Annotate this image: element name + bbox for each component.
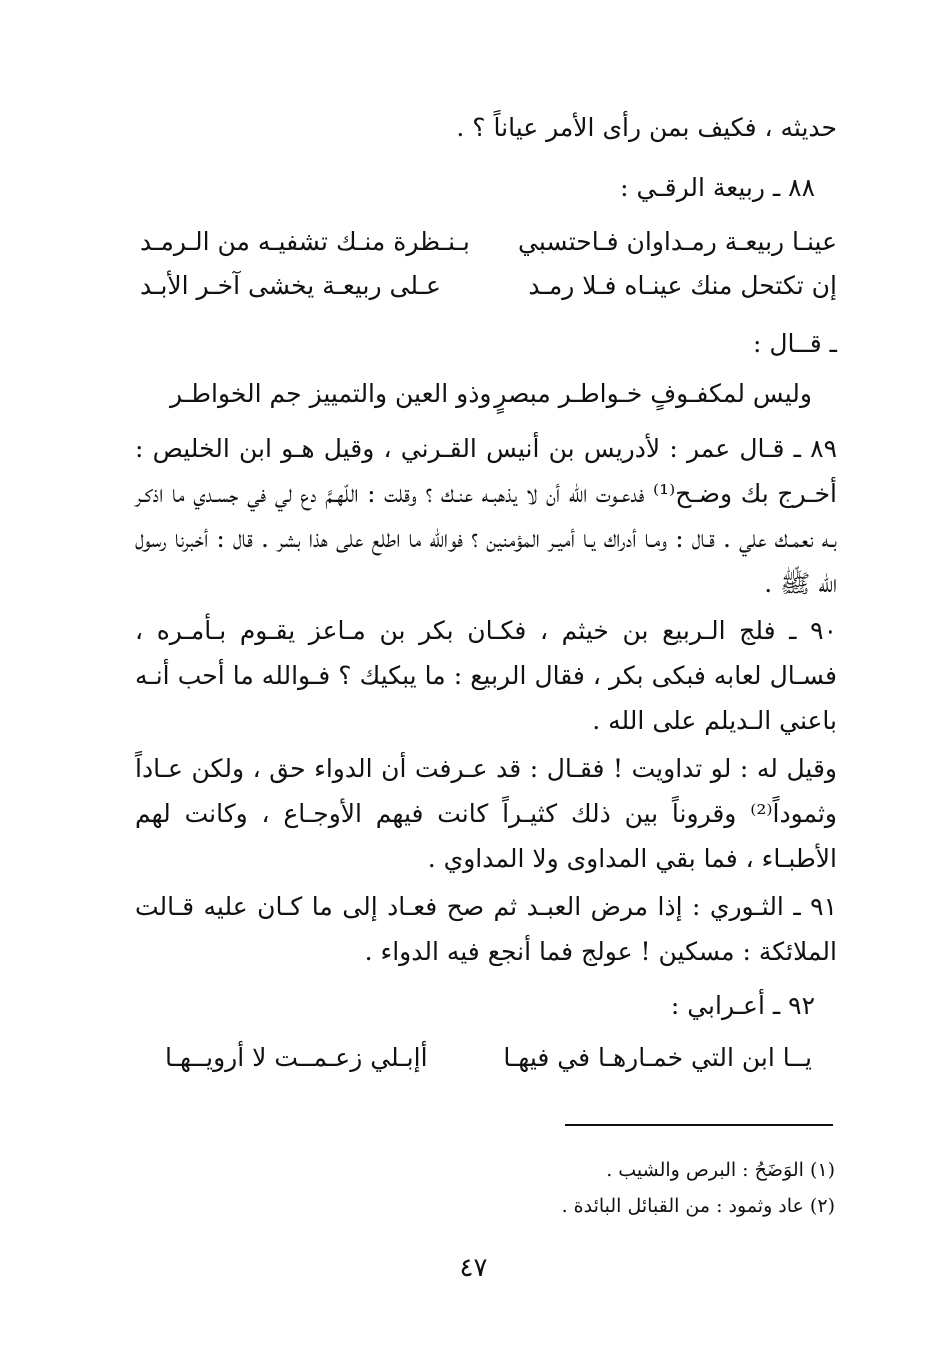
footnote-separator [565, 1124, 833, 1126]
verse-88-2-second-hemistich: عـلى ربيعـة يخشى آخـر الأبـد [140, 271, 441, 300]
entry-88-heading: ٨٨ ـ ربيعة الرقـي : [620, 173, 815, 202]
verse-92-second-hemistich: أإبـلي زعـمــت لا أرويــهـا [165, 1043, 428, 1072]
verse-qala-first-hemistich: وليس لمكفـوفٍ خـواطـر مبصرٍ [494, 379, 812, 408]
intro-line: حديثه ، فكيف بمن رأى الأمر عياناً ؟ . [456, 113, 837, 142]
entry-91: ٩١ ـ الثـوري : إذا مرض العبـد ثم صح فعـاد إلى ما كـان عليه قـالت الملائكة : مسكين ! عولج فما أنجع فيه الدواء . [135, 892, 837, 966]
verse-92-first-hemistich: يــا ابن التي خمـارهـا في فيهـا [503, 1043, 812, 1072]
entry-90-continued: وقيل له : لو تداويت ! فقـال : قد عـرفت أن الدواء حق ، ولكن عـاداً وثموداً⁽²⁾ وقروناً بين ذلك كثيـراً كانت فيهم الأوجـاع ، وكانت لهم الأطبـاء ، فما بقي المداوى ولا المداوي . [135, 754, 837, 873]
verse-92 [0, 1038, 947, 1078]
entry-90: ٩٠ ـ فلج الـربيع بن خيثم ، فكـان بكر بن مـاعز يقـوم بـأمـره ، فسـال لعابه فبكى بكر ، فقال الربيع : ما يبكيك ؟ فـوالله ما أحب أنـه باعني الـديلم على الله . [135, 616, 837, 735]
verse-88-line-1 [0, 222, 947, 262]
entry-92-heading: ٩٢ ـ أعـرابي : [670, 991, 815, 1020]
entry-89: ٨٩ ـ قـال عمر : لأدريس بن أنيس القـرني ، وقيل هـو ابن الخليص : أخـرج بك وضـح⁽¹⁾ فدعـوت الله أن لا يذهبـه عنـك ؟ وقلت : اللّهـمَّ دع لي في جسـدي ما اذكـر بـه نعمـك علي . قـال : ومـا أدراك يـا أميـر المؤمنين ؟ فوالله ما اطلع على هذا بشر . قال : أخبرنا رسول الله ﷺ . [135, 434, 837, 598]
footnote-1: (١) الوَضَحُ : البرص والشيب . [606, 1159, 835, 1181]
footnote-2: (٢) عاد وثمود : من القبائل البائدة . [561, 1195, 835, 1217]
qala-heading: ـ قــال : [752, 329, 837, 358]
verse-88-1-first-hemistich: عينـا ربيعـة رمـداوان فـاحتسبي [518, 227, 837, 256]
verse-88-2-first-hemistich: إن تكتحل منك عينـاه فـلا رمـد [528, 271, 837, 300]
verse-88-1-second-hemistich: بـنـظرة منـك تشفيـه من الـرمـد [140, 227, 470, 256]
verse-qala [0, 374, 947, 414]
page-number: ٤٧ [459, 1253, 488, 1283]
verse-qala-second-hemistich: وذو العين والتمييز جم الخواطـر [170, 379, 492, 408]
verse-88-line-2 [0, 266, 947, 306]
